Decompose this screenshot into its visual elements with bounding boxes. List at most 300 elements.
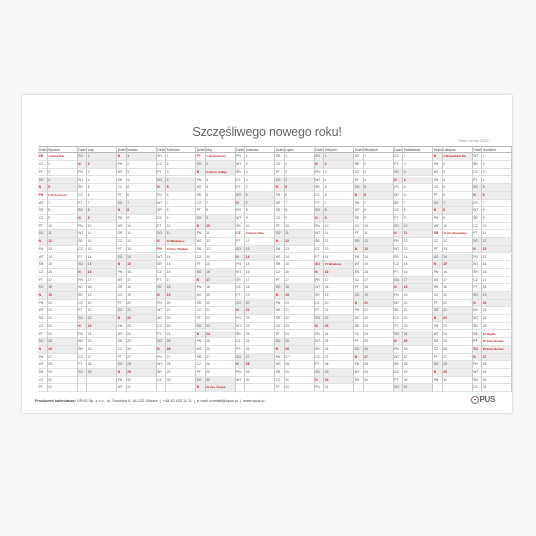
weekday-cell: WT [433,277,443,285]
date-cell: 14 [443,254,473,262]
date-cell: 20 [285,300,315,308]
date-cell: 19 [443,292,473,300]
holiday-cell: 31 Zes. Święte [206,384,236,392]
weekday-cell: N [157,238,167,246]
date-cell: 29 [127,369,157,377]
weekday-cell: N [236,200,246,208]
weekday-cell: N [433,261,443,269]
date-cell: 10 [443,223,473,231]
date-cell: 26 [364,346,394,354]
date-cell: 28 [324,361,354,369]
weekday-cell: ŚR [78,184,88,192]
weekday-cell: N [117,315,127,323]
date-cell: 12 [48,238,78,246]
date-cell: 20 [324,300,354,308]
date-cell: 19 [285,292,315,300]
date-cell: 7 [364,200,394,208]
date-cell: 14 [324,254,354,262]
date-cell: 8 [166,207,196,215]
date-cell: 20 [48,300,78,308]
weekday-cell: SO [394,169,404,177]
date-cell: 7 [87,200,117,208]
weekday-cell: PT [394,377,404,385]
day-column-header: Dzień [196,148,205,152]
weekday-cell: CZ [315,192,325,200]
weekday-cell: N [473,300,483,308]
weekday-cell: PN [196,284,206,292]
weekday-cell: PN [236,315,246,323]
weekday-cell: SO [394,277,404,285]
weekday-cell: PT [236,238,246,246]
weekday-cell: ŚR [117,284,127,292]
date-cell: 31 [482,384,512,392]
date-cell: 26 [127,346,157,354]
weekday-cell: SO [38,230,48,238]
weekday-cell: N [38,346,48,354]
date-cell: 14 [403,254,433,262]
date-cell: 5 [245,184,275,192]
weekday-cell: WT [354,315,364,323]
weekday-cell: ŚR [38,261,48,269]
date-cell: 27 [285,354,315,362]
weekday-cell: CZ [473,331,483,339]
date-cell: 20 [443,300,473,308]
date-cell: 22 [443,315,473,323]
date-cell: 27 [245,354,275,362]
date-cell: 29 [443,369,473,377]
weekday-cell: ŚR [315,346,325,354]
calendar-title: Szczęśliwego nowego roku! [192,125,342,139]
date-cell: 2 [364,161,394,169]
weekday-cell: CZ [117,184,127,192]
weekday-cell: PN [38,192,48,200]
date-cell: 15 [403,261,433,269]
weekday-cell: PN [315,223,325,231]
weekday-cell: SO [78,369,88,377]
weekday-cell: PN [157,300,167,308]
date-cell: 9 [127,215,157,223]
holiday-cell: 13 Pon. Wielkan. [166,246,196,254]
weekday-cell: CZ [157,323,167,331]
weekday-cell: ŚR [394,307,404,315]
weekday-cell: CZ [394,261,404,269]
weekday-cell: SO [117,200,127,208]
date-cell: 26 [324,346,354,354]
weekday-cell: CZ [236,177,246,185]
date-cell: 19 [87,292,117,300]
weekday-cell: N [38,184,48,192]
weekday-cell: WT [236,215,246,223]
date-cell: 24 [324,331,354,339]
weekday-cell: SO [315,153,325,161]
weekday-cell: PT [38,277,48,285]
date-cell: 29 [285,369,315,377]
empty-cell [87,377,117,385]
weekday-cell: SO [117,307,127,315]
holiday-cell: 11 Św. Niepodleg. [443,230,473,238]
weekday-cell: PT [236,292,246,300]
date-cell: 4 [403,177,433,185]
date-cell: 3 [364,169,394,177]
date-cell: 17 [324,277,354,285]
weekday-cell: SO [394,331,404,339]
weekday-cell: WT [38,361,48,369]
weekday-cell: N [473,246,483,254]
date-cell: 19 [403,292,433,300]
weekday-cell: N [78,269,88,277]
weekday-cell: WT [473,207,483,215]
date-cell: 22 [206,315,236,323]
weekday-cell: PT [275,277,285,285]
weekday-cell: CZ [196,361,206,369]
month-header-7: Lipiec [285,146,315,153]
weekday-cell: N [315,215,325,223]
date-cell: 11 [48,230,78,238]
weekday-cell: PT [117,354,127,362]
date-cell: 17 [206,277,236,285]
empty-cell [78,384,88,392]
weekday-cell: N [38,292,48,300]
date-cell: 20 [403,300,433,308]
date-cell: 5 [206,184,236,192]
date-cell: 29 [166,369,196,377]
date-cell: 7 [403,200,433,208]
date-cell: 1 [87,153,117,161]
date-cell: 25 [403,338,433,346]
date-cell: 8 [482,207,512,215]
date-cell: 22 [403,315,433,323]
date-cell: 16 [403,269,433,277]
date-cell: 3 [166,169,196,177]
date-cell: 12 [206,238,236,246]
weekday-cell: PT [38,384,48,392]
date-cell: 16 [48,269,78,277]
weekday-cell: ŚR [38,315,48,323]
weekday-cell: CZ [157,377,167,385]
weekday-cell: CZ [157,269,167,277]
date-cell: 16 [245,269,275,277]
weekday-cell: N [394,177,404,185]
weekday-cell: ŚR [394,361,404,369]
weekday-cell: CZ [117,238,127,246]
day-column-header: Dzień [315,148,324,152]
date-cell: 7 [443,200,473,208]
date-cell: 22 [482,315,512,323]
weekday-cell: SO [236,300,246,308]
weekday-cell: ŚR [275,369,285,377]
date-cell: 16 [324,269,354,277]
weekday-cell: N [117,369,127,377]
weekday-cell: N [433,369,443,377]
weekday-cell: WT [196,238,206,246]
month-header-3: Marzec [127,146,157,153]
date-cell: 19 [48,292,78,300]
day-column-header: Dzień [394,148,403,152]
weekday-cell: PT [78,307,88,315]
weekday-cell: WT [78,284,88,292]
date-cell: 22 [127,315,157,323]
date-cell: 23 [324,323,354,331]
weekday-cell: WT [236,269,246,277]
weekday-cell: PT [354,284,364,292]
date-cell: 25 [87,338,117,346]
weekday-cell: WT [354,207,364,215]
weekday-cell: WT [38,200,48,208]
weekday-cell: PT [315,307,325,315]
date-cell: 20 [127,300,157,308]
weekday-cell: ŚR [38,369,48,377]
weekday-cell: PT [394,215,404,223]
date-cell: 12 [285,238,315,246]
date-cell: 21 [166,307,196,315]
date-cell: 28 [245,361,275,369]
date-cell: 21 [245,307,275,315]
weekday-cell: ŚR [354,269,364,277]
weekday-cell: WT [236,323,246,331]
date-cell: 20 [166,300,196,308]
holiday-cell: 3 Konst. 3 Maja [206,169,236,177]
weekday-cell: CZ [38,269,48,277]
date-cell: 21 [127,307,157,315]
date-cell: 5 [48,184,78,192]
weekday-cell: CZ [473,277,483,285]
date-cell: 20 [245,300,275,308]
weekday-cell: SO [157,338,167,346]
date-cell: 5 [127,184,157,192]
holiday-cell: 12 Wielkanoc [166,238,196,246]
date-cell: 27 [364,354,394,362]
date-cell: 7 [245,200,275,208]
date-cell: 10 [166,223,196,231]
date-cell: 30 [324,377,354,385]
date-cell: 23 [87,323,117,331]
date-cell: 11 [206,230,236,238]
date-cell: 12 [403,238,433,246]
producer-website: www.opus.pl [243,399,265,403]
weekday-cell: PN [157,192,167,200]
date-cell: 2 [48,161,78,169]
date-cell: 18 [245,284,275,292]
weekday-cell: N [354,300,364,308]
weekday-cell: ŚR [196,300,206,308]
weekday-cell: SO [394,223,404,231]
date-cell: 24 [245,331,275,339]
weekday-cell: CZ [157,161,167,169]
weekday-cell: SO [196,377,206,385]
weekday-cell: WT [394,246,404,254]
date-cell: 14 [127,254,157,262]
weekday-cell: SO [473,184,483,192]
date-cell: 13 [364,246,394,254]
weekday-cell: PT [275,384,285,392]
weekday-cell: PN [117,323,127,331]
year-grid [38,146,512,393]
weekday-cell: SO [196,215,206,223]
weekday-cell: CZ [473,223,483,231]
weekday-cell: N [354,246,364,254]
weekday-cell: PN [117,377,127,385]
weekday-cell: WT [117,277,127,285]
date-cell: 20 [206,300,236,308]
weekday-cell: ŚR [117,338,127,346]
weekday-cell: PN [354,361,364,369]
date-cell: 2 [245,161,275,169]
weekday-cell: PN [354,254,364,262]
weekday-cell: N [236,361,246,369]
weekday-cell: SO [157,177,167,185]
date-cell: 1 [127,153,157,161]
date-cell: 31 [324,384,354,392]
weekday-cell: PN [117,161,127,169]
weekday-cell: N [473,192,483,200]
date-cell: 18 [127,284,157,292]
date-cell: 17 [364,277,394,285]
weekday-cell: PT [117,246,127,254]
date-cell: 4 [48,177,78,185]
weekday-cell: SO [157,230,167,238]
date-cell: 21 [285,307,315,315]
date-cell: 18 [166,284,196,292]
weekday-cell: ŚR [236,331,246,339]
date-cell: 16 [443,269,473,277]
weekday-cell: SO [315,261,325,269]
date-cell: 30 [48,377,78,385]
month-header-11: Listopad [443,146,473,153]
weekday-cell: WT [236,377,246,385]
date-cell: 7 [206,200,236,208]
date-cell: 16 [364,269,394,277]
month-header-10: Październik [403,146,433,153]
date-cell: 27 [127,354,157,362]
producer-address: OPUS Sp. z o.o., ul. Toruńska 8, 44-122 Gliwice [76,399,158,403]
empty-cell [364,384,394,392]
date-cell: 17 [127,277,157,285]
date-cell: 27 [403,354,433,362]
date-cell: 17 [285,277,315,285]
weekday-cell: PN [196,338,206,346]
empty-cell [157,384,167,392]
weekday-cell: CZ [157,215,167,223]
date-cell: 5 [443,184,473,192]
weekday-cell: PN [433,161,443,169]
date-cell: 13 [206,246,236,254]
date-cell: 26 [285,346,315,354]
weekday-cell: WT [433,223,443,231]
date-cell: 3 [48,169,78,177]
date-cell: 29 [87,369,117,377]
weekday-cell: N [78,323,88,331]
weekday-cell: ŚR [236,223,246,231]
weekday-cell: N [157,184,167,192]
month-header-6: Czerwiec [245,146,275,153]
date-cell: 12 [245,238,275,246]
date-cell: 23 [403,323,433,331]
weekday-cell: N [394,338,404,346]
date-cell: 15 [87,261,117,269]
weekday-cell: CZ [433,184,443,192]
weekday-cell: WT [473,315,483,323]
date-cell: 25 [206,338,236,346]
date-cell: 1 [245,153,275,161]
weekday-cell: SO [473,292,483,300]
date-cell: 4 [364,177,394,185]
weekday-cell: SO [433,361,443,369]
empty-cell [236,384,246,392]
date-cell: 17 [443,277,473,285]
date-cell: 22 [48,315,78,323]
month-header-5: Maj [206,146,236,153]
date-cell: 3 [403,169,433,177]
date-cell: 9 [324,215,354,223]
weekday-cell: N [315,161,325,169]
date-cell: 6 [403,192,433,200]
date-cell: 16 [285,269,315,277]
weekday-cell: ŚR [236,277,246,285]
weekday-cell: PN [196,230,206,238]
weekday-cell: PT [78,200,88,208]
weekday-cell: ŚR [433,338,443,346]
weekday-cell: SO [117,361,127,369]
date-cell: 28 [206,361,236,369]
date-cell: 9 [48,215,78,223]
date-cell: 5 [166,184,196,192]
weekday-cell: WT [117,169,127,177]
date-cell: 7 [127,200,157,208]
date-cell: 14 [87,254,117,262]
date-cell: 13 [482,246,512,254]
date-cell: 24 [48,331,78,339]
weekday-cell: N [433,207,443,215]
weekday-cell: ŚR [275,207,285,215]
date-cell: 10 [324,223,354,231]
date-cell: 11 [324,230,354,238]
date-cell: 31 [48,384,78,392]
weekday-cell: ŚR [354,377,364,385]
weekday-cell: N [157,346,167,354]
date-cell: 4 [482,177,512,185]
date-cell: 30 [443,377,473,385]
date-cell: 13 [127,246,157,254]
weekday-cell: ŚR [315,292,325,300]
date-cell: 19 [245,292,275,300]
date-cell: 21 [443,307,473,315]
date-cell: 5 [285,184,315,192]
date-cell: 23 [166,323,196,331]
date-cell: 17 [245,277,275,285]
weekday-cell: SO [38,284,48,292]
weekday-cell: PT [433,300,443,308]
date-cell: 11 [166,230,196,238]
weekday-cell: N [78,215,88,223]
date-cell: 14 [285,254,315,262]
date-cell: 21 [206,307,236,315]
date-cell: 3 [285,169,315,177]
weekday-cell: CZ [315,300,325,308]
date-cell: 12 [364,238,394,246]
date-cell: 9 [364,215,394,223]
date-cell: 20 [482,300,512,308]
date-cell: 30 [364,377,394,385]
weekday-cell: PT [157,169,167,177]
date-cell: 23 [245,323,275,331]
weekday-cell: CZ [196,200,206,208]
date-cell: 17 [403,277,433,285]
month-header-1: Styczeń [48,146,78,153]
weekday-cell: SO [38,177,48,185]
date-cell: 26 [443,346,473,354]
date-cell: 22 [364,315,394,323]
date-cell: 11 [403,230,433,238]
